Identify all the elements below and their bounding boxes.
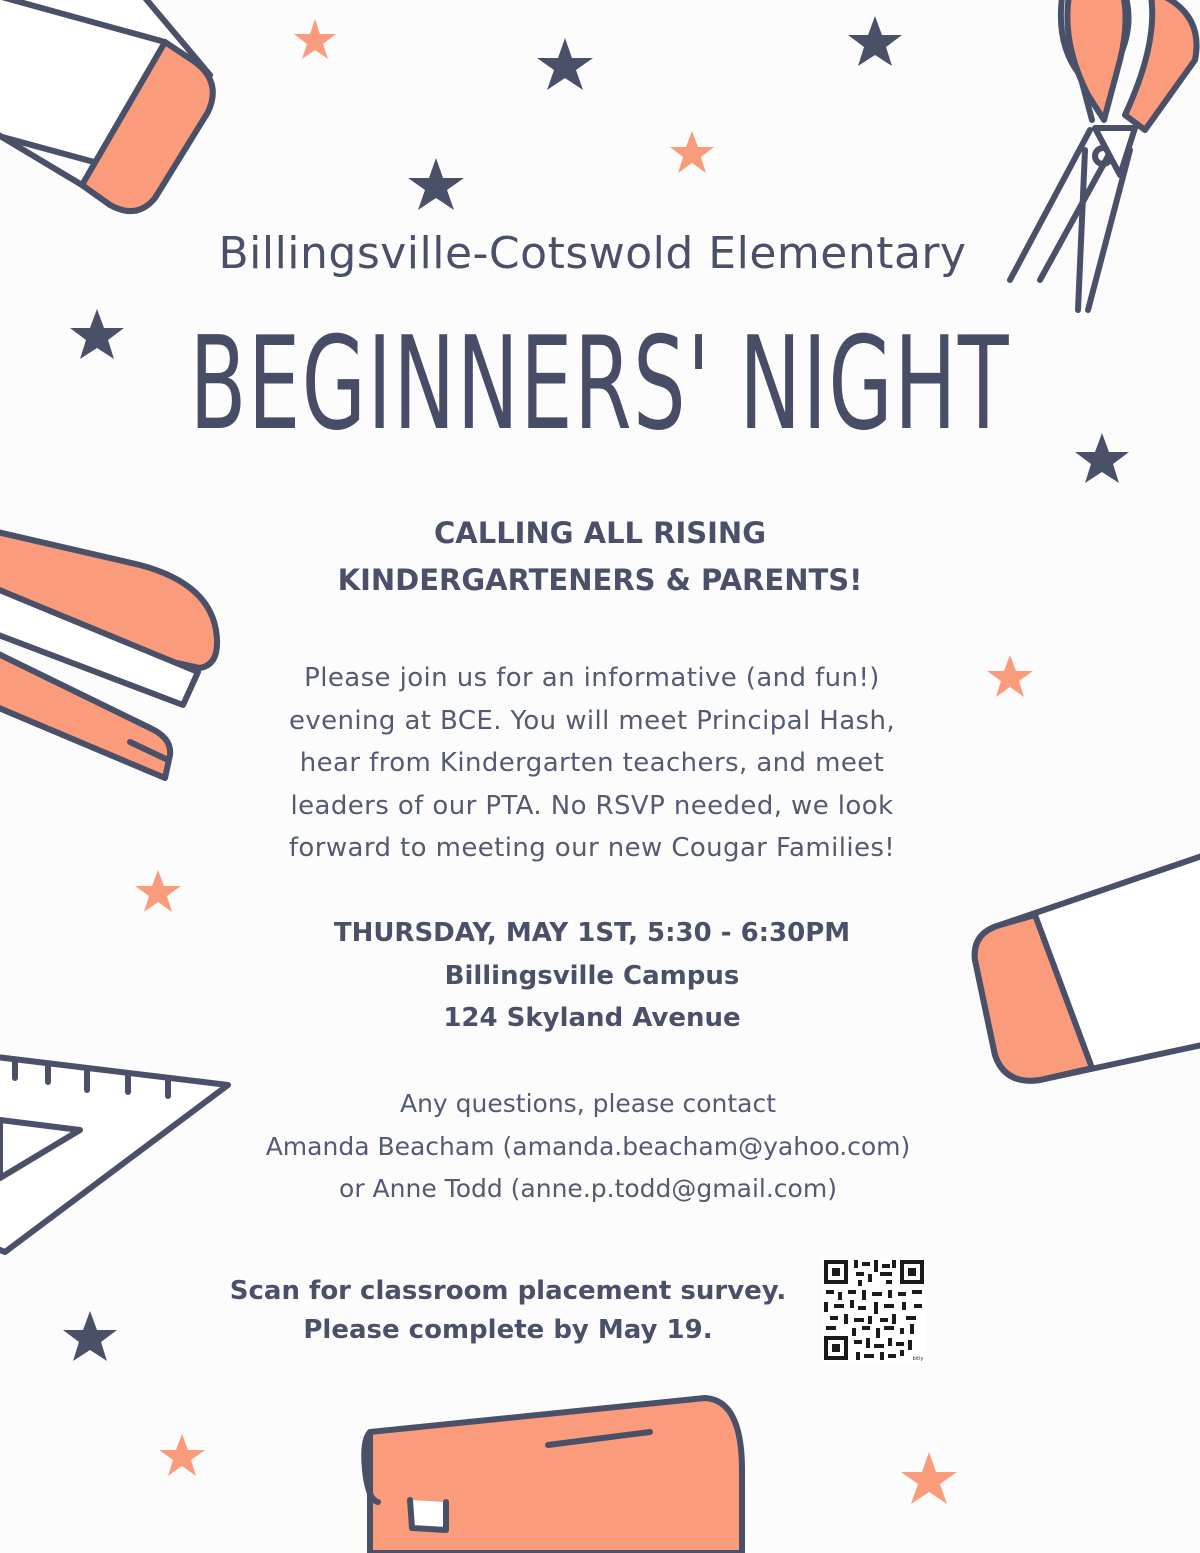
survey-line: Scan for classroom placement survey.	[229, 1276, 787, 1306]
star-icon	[848, 16, 902, 66]
contact-line: Amanda Beacham (amanda.beacham@yahoo.com)	[265, 1131, 911, 1161]
school-name: Billingsville-Cotswold Elementary	[218, 228, 967, 279]
calling-heading	[0, 510, 1200, 604]
calling-line: KINDERGARTENERS & PARENTS!	[337, 563, 863, 597]
star-icon	[294, 19, 336, 59]
star-icon	[159, 1434, 205, 1476]
description-line: leaders of our PTA. No RSVP needed, we look	[290, 790, 894, 821]
description-line: hear from Kindergarten teachers, and meet	[299, 748, 885, 778]
star-icon	[670, 131, 714, 173]
calling-line: CALLING ALL RISING	[433, 516, 766, 550]
description-line: forward to meeting our new Cougar Families!	[288, 833, 896, 863]
event-title: BEGINNERS' NIGHT	[189, 310, 1011, 459]
eraser-icon	[0, 0, 213, 211]
qr-code-icon[interactable]	[822, 1258, 926, 1362]
survey-note	[228, 1272, 788, 1350]
survey-line: Please complete by May 19.	[303, 1315, 713, 1345]
event-date-time: THURSDAY, MAY 1ST, 5:30 - 6:30PM	[333, 918, 851, 948]
star-icon	[135, 870, 181, 912]
description-line: evening at BCE. You will meet Principal Hash,	[288, 705, 896, 736]
description	[0, 657, 1192, 870]
contact-line: Any questions, please contact	[399, 1089, 777, 1118]
event-details	[0, 912, 1192, 1040]
star-icon	[537, 38, 593, 90]
star-icon	[408, 158, 464, 210]
star-icon	[901, 1452, 957, 1504]
qr-label: bitly	[912, 1356, 924, 1362]
contact-line: or Anne Todd (anne.p.todd@gmail.com)	[339, 1174, 837, 1203]
description-line: Please join us for an informative (and fun!)	[304, 663, 880, 693]
megaphone-icon	[364, 1398, 742, 1553]
star-icon	[63, 1311, 117, 1361]
contact-info	[0, 1083, 1188, 1211]
event-address: 124 Skyland Avenue	[443, 1003, 741, 1033]
event-campus: Billingsville Campus	[444, 960, 740, 991]
event-title-wrap	[0, 300, 1200, 470]
